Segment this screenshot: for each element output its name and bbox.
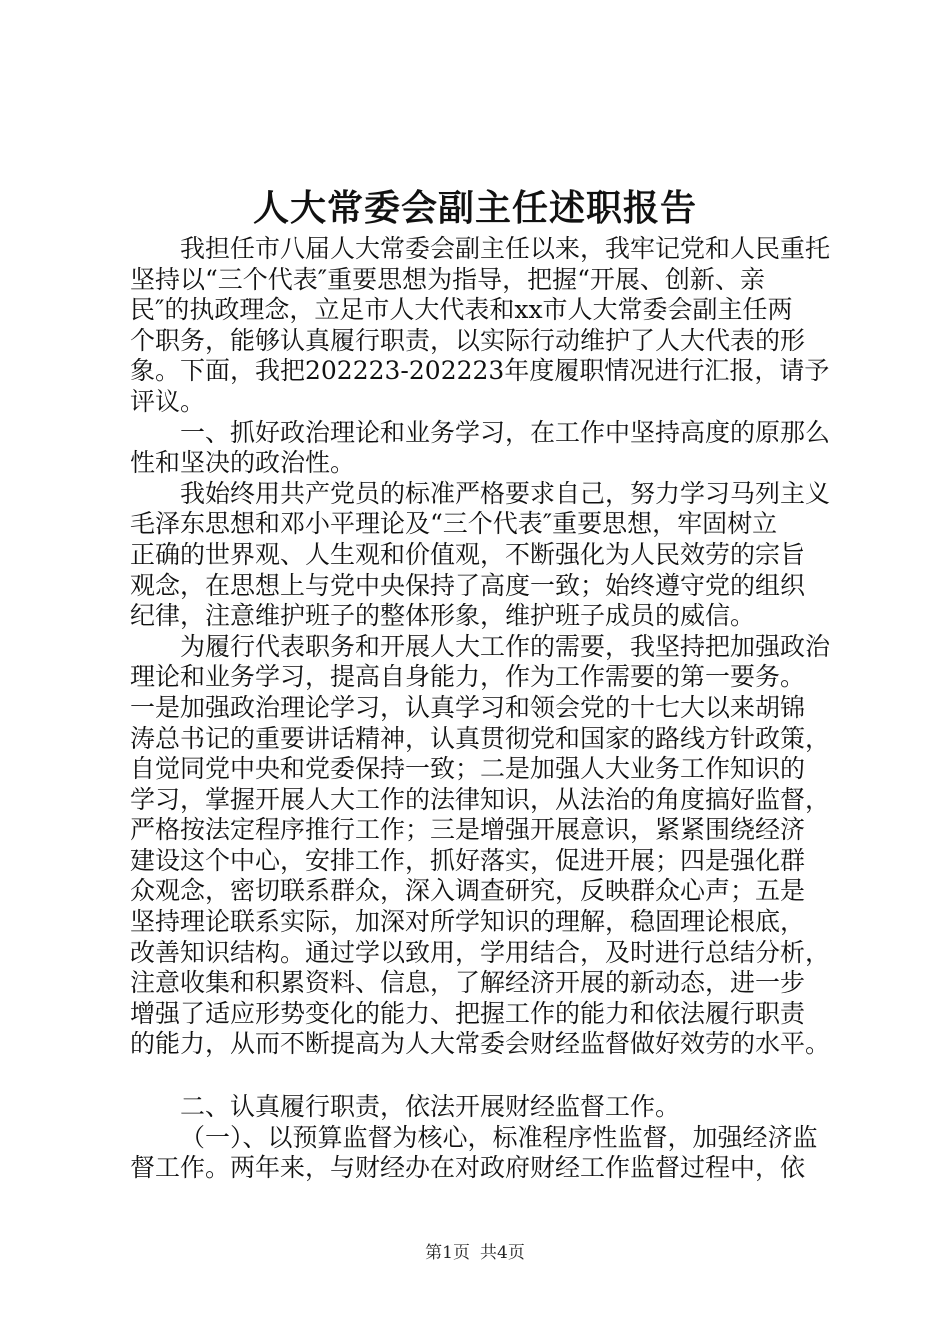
text-line: 的能力，从而不断提高为人大常委会财经监督做好效劳的水平。 [130,1029,831,1059]
text-line: 注意收集和积累资料、信息，了解经济开展的新动态，进一步 [130,968,806,998]
text-line: 自觉同党中央和党委保持一致；二是加强人大业务工作知识的 [130,754,806,784]
subsection-line: （一）、以预算监督为核心，标准程序性监督，加强经济监 [180,1122,818,1152]
text-line: 观念，在思想上与党中央保持了高度一致；始终遵守党的组织 [130,570,806,600]
text-line: 众观念，密切联系群众，深入调查研究，反映群众心声；五是 [130,876,806,906]
text-line: 我始终用共产党员的标准严格要求自己，努力学习马列主义 [180,478,831,508]
section-heading-line: 二、认真履行职责，依法开展财经监督工作。 [180,1092,681,1122]
document-body [130,234,830,1184]
section-heading-line: 一、抓好政治理论和业务学习，在工作中坚持高度的原那么 [180,417,831,447]
text-line: 一是加强政治理论学习，认真学习和领会党的十七大以来胡锦 [130,692,806,722]
paragraph-gap [130,1060,830,1092]
text-line: 坚持理论联系实际，加深对所学知识的理解，稳固理论根底， [130,907,806,937]
document-title: 人大常委会副主任述职报告 [252,187,697,229]
text-line: 纪律，注意维护班子的整体形象，维护班子成员的威信。 [130,601,756,631]
text-line: 增强了适应形势变化的能力、把握工作的能力和依法履行职责 [130,998,806,1028]
text-line: 学习，掌握开展人大工作的法律知识，从法治的角度搞好监督， [130,784,831,814]
text-line: 民″的执政理念，立足市人大代表和xx市人大常委会副主任两 [130,295,793,325]
text-line: 改善知识结构。通过学以致用，学用结合，及时进行总结分析， [130,937,831,967]
text-line: 毛泽东思想和邓小平理论及“三个代表″重要思想，牢固树立 [130,509,778,539]
text-line: 为履行代表职务和开展人大工作的需要，我坚持把加强政治 [180,631,831,661]
text-line: 个职务，能够认真履行职责，以实际行动维护了人大代表的形 [130,325,806,355]
text-line: 建设这个中心，安排工作，抓好落实，促进开展；四是强化群 [130,845,806,875]
text-line: 理论和业务学习，提高自身能力，作为工作需要的第一要务。 [130,662,806,692]
text-line: 象。下面，我把202223-202223年度履职情况进行汇报，请予 [130,356,830,386]
text-line: 督工作。两年来，与财经办在对政府财经工作监督过程中，依 [130,1153,806,1183]
text-line: 坚持以“三个代表″重要思想为指导，把握“开展、创新、亲 [130,264,765,294]
text-line: 正确的世界观、人生观和价值观，不断强化为人民效劳的宗旨 [130,539,806,569]
section-heading-line: 性和坚决的政治性。 [130,448,356,478]
text-line: 严格按法定程序推行工作；三是增强开展意识，紧紧围绕经济 [130,815,806,845]
text-line: 评议。 [130,386,206,416]
text-line: 涛总书记的重要讲话精神，认真贯彻党和国家的路线方针政策， [130,723,831,753]
page-number: 第1页 [425,1243,470,1263]
page-footer [0,1242,950,1264]
page-total: 共4页 [480,1243,525,1263]
text-line: 我担任市八届人大常委会副主任以来，我牢记党和人民重托 [180,234,831,263]
